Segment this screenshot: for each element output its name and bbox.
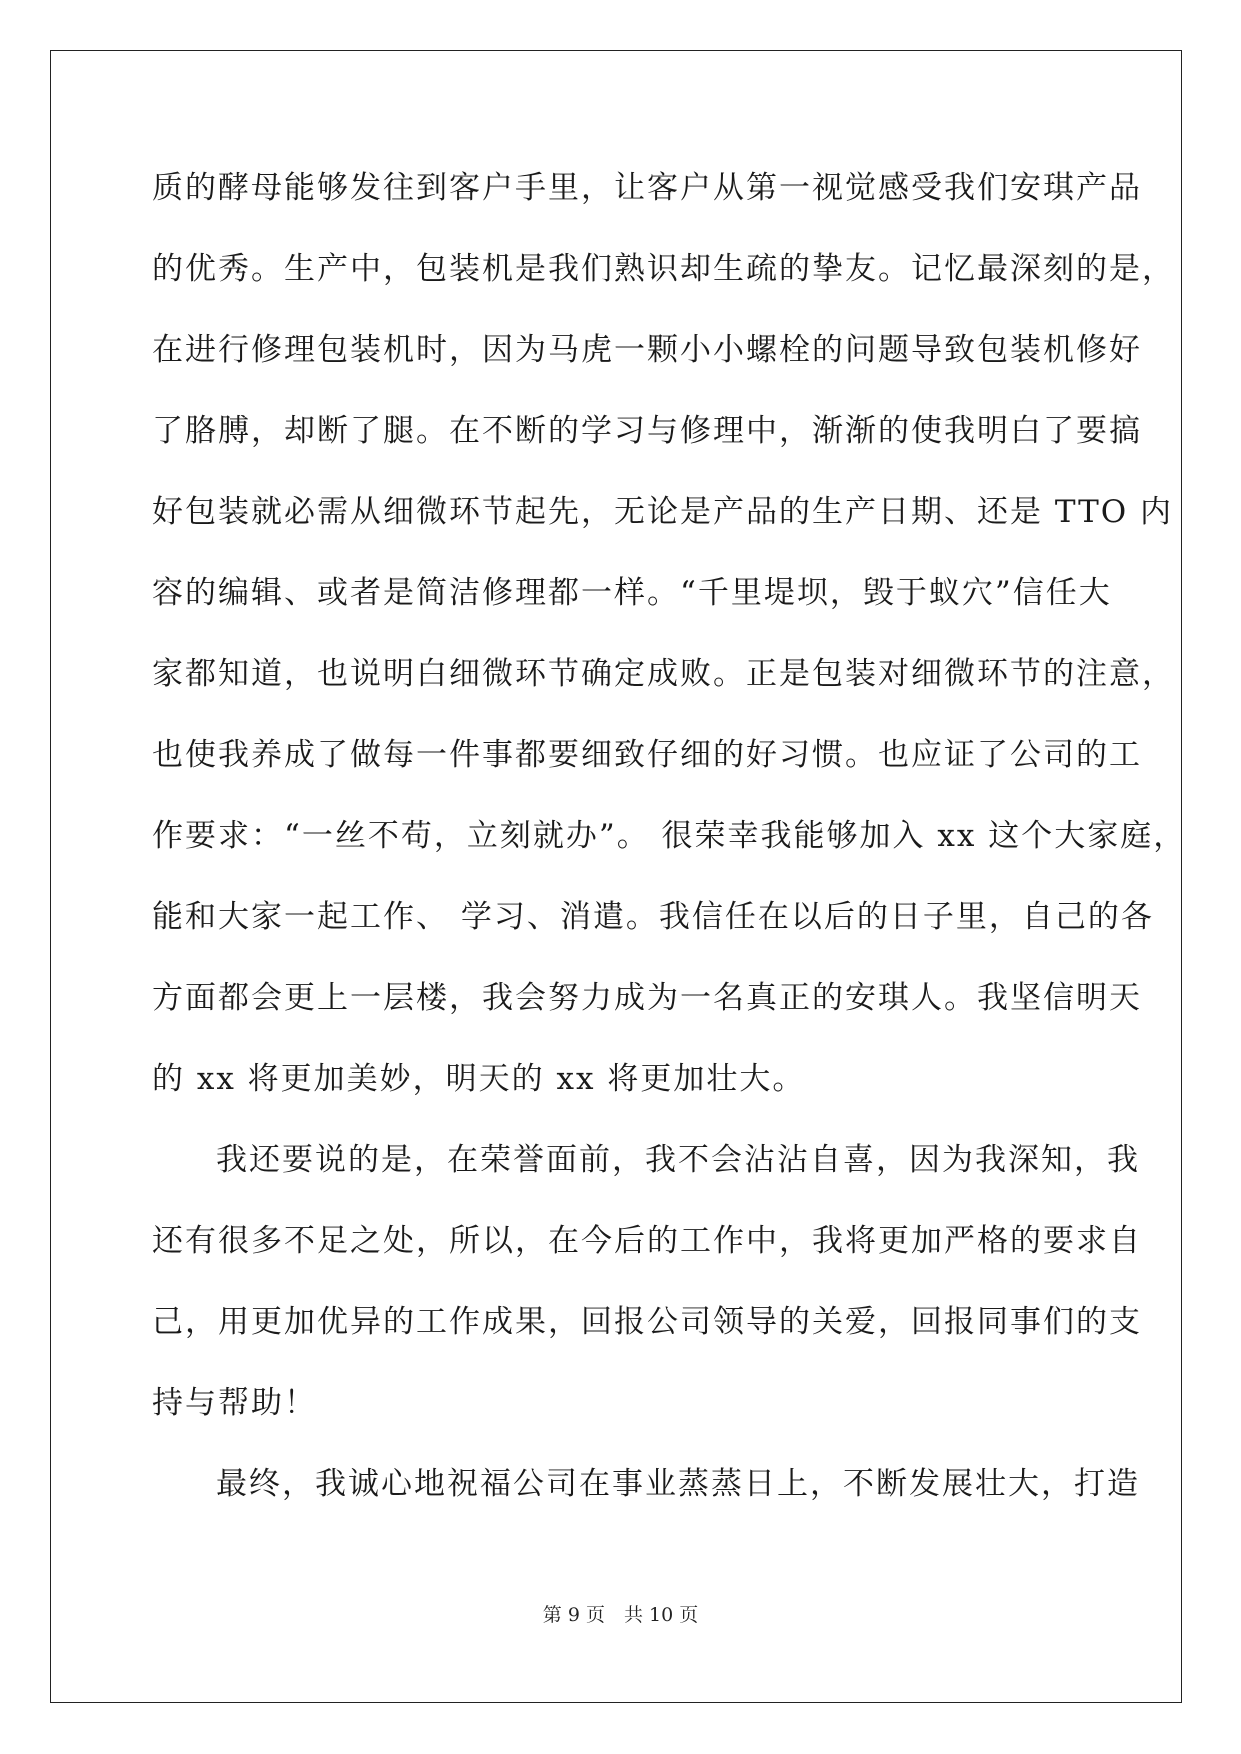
text-line: 在进行修理包装机时，因为马虎一颗小小螺栓的问题导致包装机修好 <box>152 332 1142 368</box>
text-line: 方面都会更上一层楼，我会努力成为一名真正的安琪人。我坚信明天 <box>152 980 1142 1016</box>
text-line: 作要求：“一丝不苟，立刻就办”。 很荣幸我能够加入 xx 这个大家庭， <box>152 818 1187 854</box>
paragraph <box>152 160 1187 1132</box>
page-number-footer: 第 9 页 共 10 页 <box>542 1604 699 1626</box>
text-line: 持与帮助！ <box>152 1385 317 1421</box>
text-line: 家都知道，也说明白细微环节确定成败。正是包装对细微环节的注意， <box>152 656 1175 692</box>
text-line: 好包装就必需从细微环节起先，无论是产品的生产日期、还是 TTO 内 <box>152 494 1174 530</box>
text-line: 容的编辑、或者是简洁修理都一样。“千里堤坝，毁于蚁穴”信任大 <box>152 575 1112 611</box>
text-line: 还有很多不足之处，所以，在今后的工作中，我将更加严格的要求自 <box>152 1223 1142 1259</box>
text-line: 了胳膊，却断了腿。在不断的学习与修理中，渐渐的使我明白了要搞 <box>152 413 1142 449</box>
text-line: 的优秀。生产中，包装机是我们熟识却生疏的挚友。记忆最深刻的是， <box>152 251 1175 287</box>
text-line: 的 xx 将更加美妙，明天的 xx 将更加壮大。 <box>152 1061 806 1097</box>
text-line: 我还要说的是，在荣誉面前，我不会沾沾自喜，因为我深知，我 <box>216 1142 1140 1178</box>
text-line: 质的酵母能够发往到客户手里，让客户从第一视觉感受我们安琪产品 <box>152 170 1142 206</box>
text-line: 最终，我诚心地祝福公司在事业蒸蒸日上，不断发展壮大，打造 <box>216 1466 1140 1502</box>
text-line: 也使我养成了做每一件事都要细致仔细的好习惯。也应证了公司的工 <box>152 737 1142 773</box>
text-line: 能和大家一起工作、 学习、消遣。我信任在以后的日子里，自己的各 <box>152 899 1154 935</box>
text-line: 己，用更加优异的工作成果，回报公司领导的关爱，回报同事们的支 <box>152 1304 1142 1340</box>
paragraph <box>152 1456 1140 1537</box>
paragraph <box>152 1132 1142 1456</box>
document-body <box>152 160 1187 1537</box>
